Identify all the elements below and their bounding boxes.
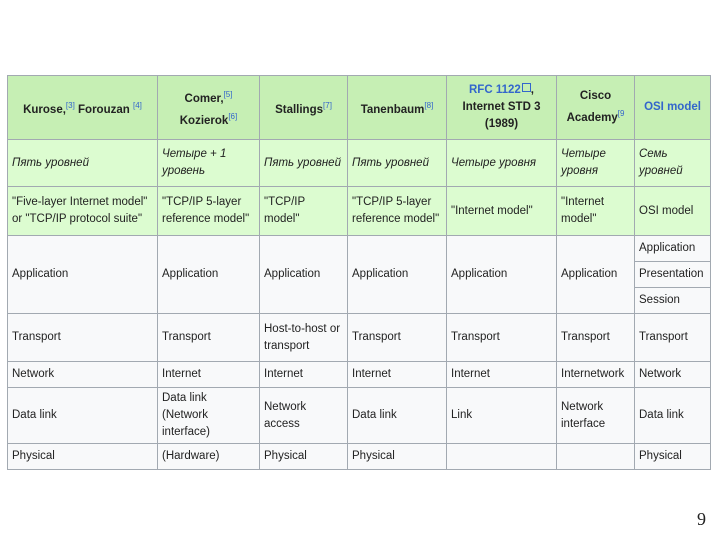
application-row [8, 236, 711, 262]
ref-link[interactable]: [7] [323, 100, 332, 110]
header-kurose-forouzan: Kurose,[3] Forouzan [4] [8, 76, 158, 140]
cell: Physical [348, 444, 447, 470]
cell: Пять уровней [348, 140, 447, 187]
cell [447, 444, 557, 470]
cell: Application [348, 236, 447, 314]
cell: Host-to-host or transport [260, 314, 348, 362]
ref-link[interactable]: [6] [228, 111, 238, 121]
cell: "TCP/IP 5-layer reference model" [348, 187, 447, 236]
cell: Data link [348, 388, 447, 444]
cell: Link [447, 388, 557, 444]
cell: Network [8, 362, 158, 388]
cell: Network access [260, 388, 348, 444]
ref-link[interactable]: [9 [617, 109, 625, 119]
cell: Четыре уровня [557, 140, 635, 187]
header-rfc1122: RFC 1122 , Internet STD 3 (1989) [447, 76, 557, 140]
cell: Transport [158, 314, 260, 362]
cell: Application [557, 236, 635, 314]
cell: Data link [8, 388, 158, 444]
cell: Network [635, 362, 711, 388]
cell: Application [260, 236, 348, 314]
cell: Transport [447, 314, 557, 362]
cell: Transport [635, 314, 711, 362]
header-stallings: Stallings[7] [260, 76, 348, 140]
page-number: 9 [697, 509, 706, 529]
cell: "Five-layer Internet model" or "TCP/IP protocol suite" [8, 187, 158, 236]
cell: Data link [635, 388, 711, 444]
cell: Application [8, 236, 158, 314]
cell: Четыре уровня [447, 140, 557, 187]
cell: Physical [635, 444, 711, 470]
cell: Transport [8, 314, 158, 362]
cell: Session [635, 288, 711, 314]
tcpip-model-comparison-table [7, 75, 711, 470]
model-name-row [8, 187, 711, 236]
cell: OSI model [635, 187, 711, 236]
header-cisco-academy: Cisco Academy$^{[9}$ [557, 76, 635, 140]
cell: Network interface [557, 388, 635, 444]
ref-link[interactable]: [3] [65, 100, 75, 110]
transport-row [8, 314, 711, 362]
cell: Internet [348, 362, 447, 388]
cell: Internet [447, 362, 557, 388]
cell: "Internet model" [447, 187, 557, 236]
external-link-icon [522, 83, 531, 92]
cell: Internetwork [557, 362, 635, 388]
cell: Transport [557, 314, 635, 362]
cell [557, 444, 635, 470]
cell: (Hardware) [158, 444, 260, 470]
cell: Internet [158, 362, 260, 388]
cell: Physical [8, 444, 158, 470]
header-tanenbaum: Tanenbaum[8] [348, 76, 447, 140]
rfc-link[interactable]: RFC 1122 [469, 84, 521, 96]
ref-link[interactable]: [8] [424, 100, 434, 110]
cell: Transport [348, 314, 447, 362]
cell: "Internet model" [557, 187, 635, 236]
cell: Пять уровней [260, 140, 348, 187]
cell: Семь уровней [635, 140, 711, 187]
osi-model-link[interactable]: OSI model [644, 101, 701, 113]
cell: Internet [260, 362, 348, 388]
data-link-row [8, 388, 711, 444]
cell: Четыре + 1 уровень [158, 140, 260, 187]
cell: Пять уровней [8, 140, 158, 187]
header-osi-model [635, 76, 711, 140]
ref-link[interactable]: [4] [132, 100, 142, 110]
physical-row [8, 444, 711, 470]
cell: "TCP/IP model" [260, 187, 348, 236]
cell: Application [158, 236, 260, 314]
header-row [8, 76, 711, 140]
cell: "TCP/IP 5-layer reference model" [158, 187, 260, 236]
cell: Data link (Network interface) [158, 388, 260, 444]
header-comer-kozierok: Comer,[5] Kozierok[6] [158, 76, 260, 140]
cell: Application [635, 236, 711, 262]
cell: Application [447, 236, 557, 314]
layer-count-row [8, 140, 711, 187]
ref-link[interactable]: [5] [223, 89, 233, 99]
network-row [8, 362, 711, 388]
cell: Presentation [635, 262, 711, 288]
cell: Physical [260, 444, 348, 470]
